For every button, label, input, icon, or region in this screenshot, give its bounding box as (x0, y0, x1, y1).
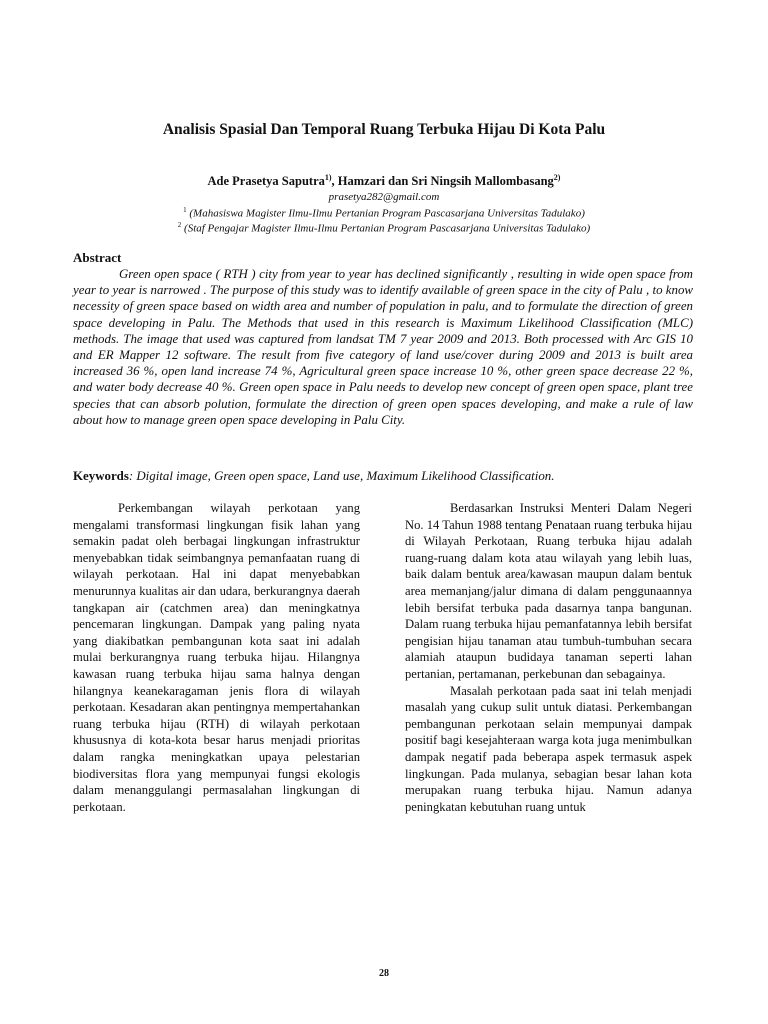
author-email: prasetya282@gmail.com (328, 191, 440, 203)
abstract-body: Green open space ( RTH ) city from year to year has declined significantly , resulting in wide open space from year to year is narrowed . The purpose of this study was to identify available of green space in the city of Palu , to know necessity of green space based on width area and number of population in palu, and to formulate the direction of green space developing in Palu. The Methods that used in this research is Maximum Likelihood Classification (MLC) methods. The image that used was captured from landsat TM 7 year 2009 and 2013. Both processed with Arc GIS 10 and ER Mapper 12 software. The result from five category of land use/cover during 2009 and 2013 is built area increased 36 %, open land increase 74 %, Agricultural green space increase 10 %, other green space decrease 22 %, and water body decrease 40 %. Green open space in Palu needs to develop new concept of green open space, plant tree species that can absorb polution, formulate the direction of green open spaces developing, and make a rule of law about how to manage green open space developing in Palu City. (73, 267, 693, 427)
keywords-label: Keywords (73, 469, 129, 483)
keywords-text: : Digital image, Green open space, Land use, Maximum Likelihood Classification. (128, 469, 555, 483)
page-number: 28 (379, 968, 389, 979)
author-name: Ade Prasetya Saputra (207, 174, 325, 189)
body-column-right (405, 500, 692, 815)
body-paragraph: Perkembangan wilayah perkotaan yang mengalami transformasi lingkungan fisik lahan yang semakin padat oleh berbagai lingkungan infrastruktur menyebabkan tidak seimbangnya pemanfaatan ruang di wilayah perkotaan. Hal ini dapat menyebabkan menurunnya kualitas air dan udara, berkurangnya daerah tangkapan air (catchmen area) dan meningkatnya pencemaran lingkungan. Dampak yang paling nyata yang diakibatkan pembangunan kota saat ini adalah mulai berkurangnya ruang terbuka hijau. Hilangnya kawasan ruang terbuka hijau sama halnya dengan hilangnya keanekaragaman jenis flora di wilayah perkotaan. Kesadaran akan pentingnya mempertahankan ruang terbuka hijau (RTH) di wilayah perkotaan khususnya di kota-kota besar harus menjadi prioritas dalam rangka meningkatkan upaya pelestarian biodiversitas flora yang mempunyai fungsi ekologis dalam menanggulangi permasalahan lingkungan di perkotaan. (73, 501, 360, 814)
affiliation-2 (0, 221, 768, 235)
affiliation-1-mark: 1 (183, 206, 187, 214)
keywords-line (73, 468, 713, 484)
author-line (0, 173, 768, 189)
body-paragraph: Masalah perkotaan pada saat ini telah menjadi masalah yang cukup sulit untuk diatasi. Perkembangan pembangunan perkotaan selain mempunyai dampak positif bagi kesejahteraan warga kota juga menimbulkan dampak negatif pada beberapa aspek termasuk aspek lingkungan. Pada mulanya, sebagian besar lahan kota merupakan ruang terbuka hijau. Namun adanya peningkatan kebutuhan ruang untuk (405, 683, 692, 814)
paper-title: Analisis Spasial Dan Temporal Ruang Terbuka Hijau Di Kota Palu (162, 121, 606, 138)
abstract-heading: Abstract (73, 250, 122, 265)
body-column-left (73, 500, 360, 815)
body-paragraph: Berdasarkan Instruksi Menteri Dalam Negeri No. 14 Tahun 1988 tentang Penataan ruang terbuka hijau di Wilayah Perkotaan, Ruang terbuka hijau adalah ruang-ruang dalam kota atau wilayah yang lebih luas, baik dalam bentuk area/kawasan maupun dalam bentuk area memanjang/jalur dimana di dalam penggunaannya lebih bersifat terbuka pada dasarnya tanpa bangunan. Dalam ruang terbuka hijau pemanfatannya lebih bersifat pengisian hijau tanaman atau tumbuh-tumbuhan secara alamiah ataupun budidaya tanaman seperti lahan pertanian, pertamanan, perkebunan dan sebagainya. (405, 501, 692, 681)
coauthor-affiliation-mark: 2) (553, 173, 561, 182)
author-affiliation-mark: 1) (324, 173, 332, 182)
affiliation-1-text: (Mahasiswa Magister Ilmu-Ilmu Pertanian Program Pascasarjana Universitas Tadulako) (186, 207, 585, 220)
affiliation-2-text: (Staf Pengajar Magister Ilmu-Ilmu Pertanian Program Pascasarjana Universitas Tadulako) (181, 222, 591, 235)
affiliation-2-mark: 2 (177, 221, 182, 229)
affiliation-1 (0, 206, 768, 220)
coauthor-names: , Hamzari dan Sri Ningsih Mallombasang (331, 174, 554, 189)
